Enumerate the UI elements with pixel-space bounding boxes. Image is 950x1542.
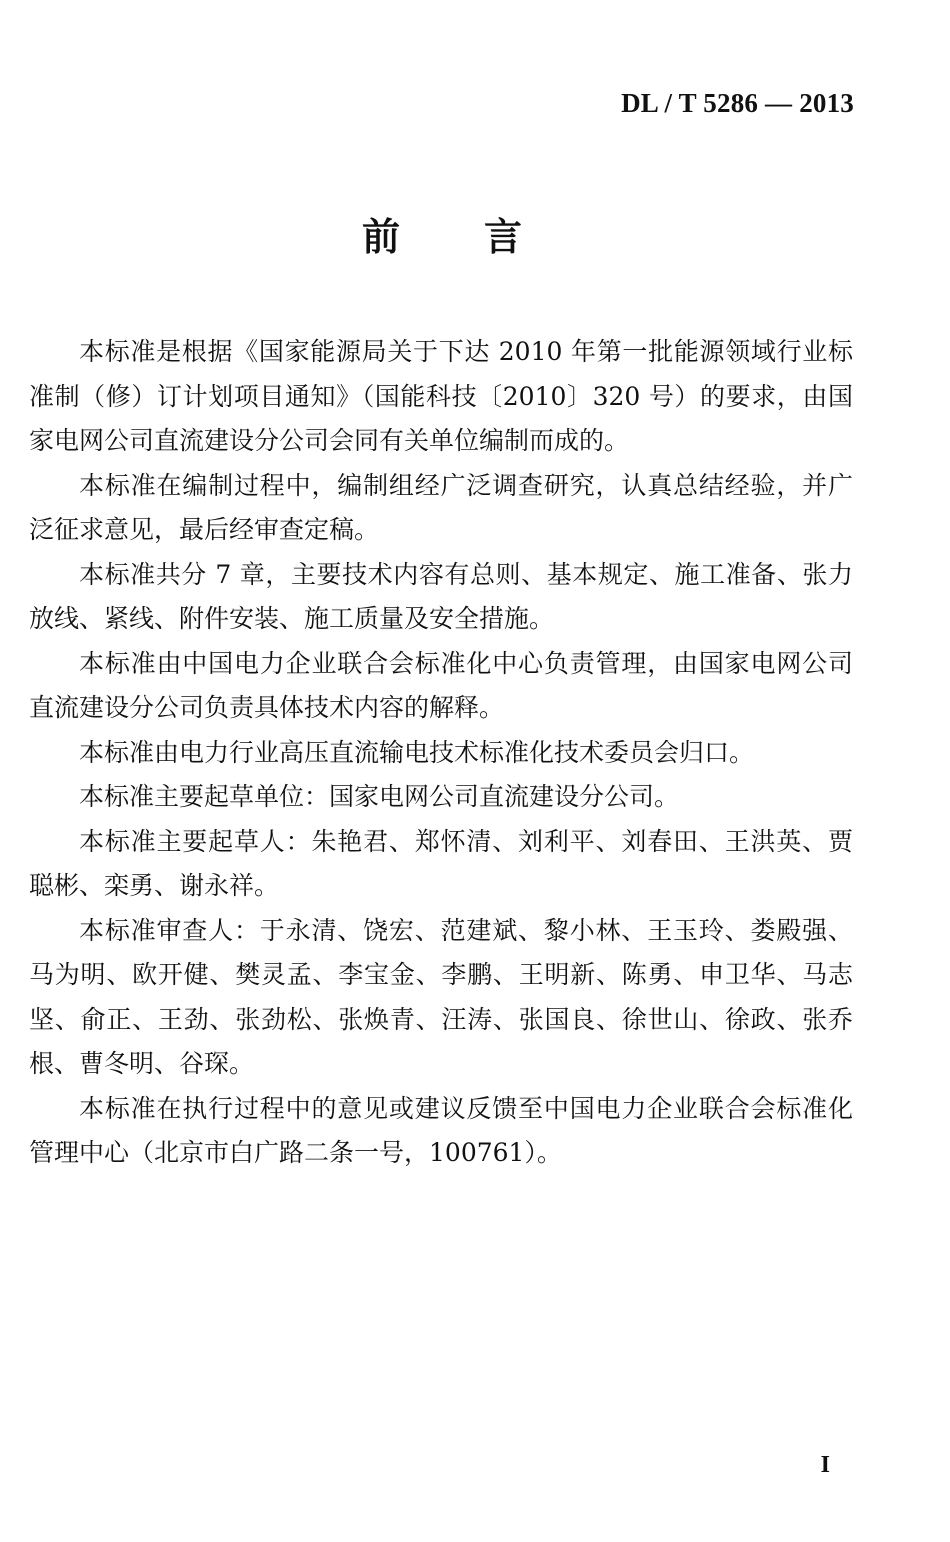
page-title (362, 212, 532, 262)
paragraph-technical-committee: 本标准由电力行业高压直流输电技术标准化技术委员会归口。 (79, 737, 755, 767)
page-number: I (820, 1452, 830, 1478)
paragraph-drafting-organization: 本标准主要起草单位：国家电网公司直流建设分公司。 (79, 782, 680, 811)
paragraph-compilation-process: 本标准在编制过程中，编制组经广泛调查研究，认真总结经验，并广泛征求意见，最后经审查定稿。 (29, 470, 853, 544)
paragraph-basis: 本标准是根据《国家能源局关于下达 2010 年第一批能源领域行业标准制（修）订计划项目通知》（国能科技〔2010〕320 号）的要求，由国家电网公司直流建设分公司会同有关单位编制而成的。 (29, 337, 853, 455)
paragraph-drafters: 本标准主要起草人：朱艳君、郑怀清、刘利平、刘春田、王洪英、贾聪彬、栾勇、谢永祥。 (29, 826, 853, 900)
foreword-body (29, 330, 853, 1176)
paragraph-reviewers: 本标准审查人：于永清、饶宏、范建斌、黎小林、王玉玲、娄殿强、马为明、欧开健、樊灵孟、李宝金、李鹏、王明新、陈勇、申卫华、马志坚、俞正、王劲、张劲松、张焕青、汪涛、张国良、徐世山、徐政、张乔根、曹冬明、谷琛。 (29, 915, 853, 1078)
title-char-2: 言 (484, 214, 523, 259)
paragraph-feedback: 本标准在执行过程中的意见或建议反馈至中国电力企业联合会标准化管理中心（北京市白广路二条一号，100761）。 (29, 1093, 853, 1167)
paragraph-management: 本标准由中国电力企业联合会标准化中心负责管理，由国家电网公司直流建设分公司负责具体技术内容的解释。 (29, 648, 853, 722)
title-char-1: 前 (362, 214, 401, 259)
standard-number: DL / T 5286 — 2013 (621, 88, 854, 118)
paragraph-contents: 本标准共分 7 章，主要技术内容有总则、基本规定、施工准备、张力放线、紧线、附件安装、施工质量及安全措施。 (29, 559, 853, 633)
